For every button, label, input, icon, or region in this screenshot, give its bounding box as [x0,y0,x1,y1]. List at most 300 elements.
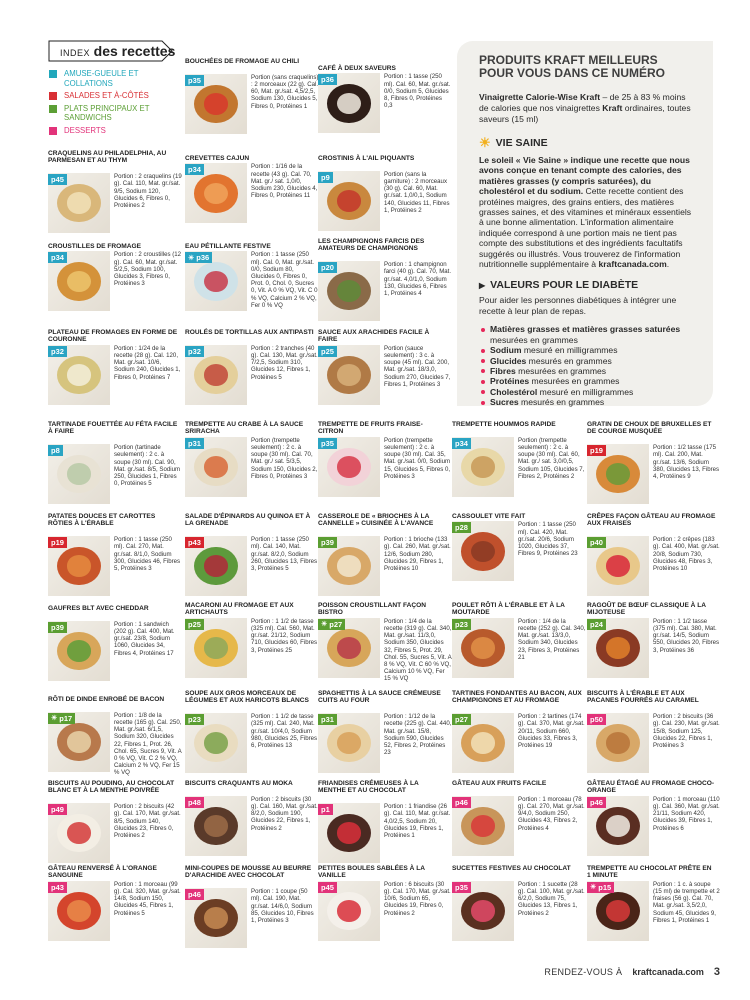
food-shape [204,732,229,754]
nutrition-info: Portion : 2 tartines (174 g). Cal. 370, Mat. gr./sat. 20/11, Sodium 660, Glucides 33, Fibres 3, Protéines 19 [518,713,585,749]
recipe-title: POISSON CROUSTILLANT FAÇON BISTRO [318,602,427,617]
nutrition-info: Portion (trempette seulement) : 2 c. à soupe (30 ml). Cal. 60, Mat. gr./ sat. 3,0/0,5, Sodium 105, Glucides 7, Fibres 2, Protéines 2 [518,436,585,480]
recipe-title: BISCUITS CRAQUANTS AU MOKA [185,780,293,787]
diabetes-text: Pour aider les personnes diabétiques à intégrer une recette à leur plan de repas. [479,295,677,316]
recipe-title: BISCUITS AU POUDING, AU CHOCOLAT BLANC ET À LA MENTHE POIVRÉE [48,780,175,795]
page-number-label: p34 [455,438,468,448]
recipe-title: BISCUITS À L'ÉRABLE ET AUX PACANES FOURRÉS AU CARAMEL [587,690,699,705]
page-number-label: p36 [196,253,210,263]
recipe-photo [318,437,380,497]
page-number-label: p40 [590,538,603,548]
page-badge[interactable] [48,252,67,263]
recipe-photo [452,437,514,497]
recipe-card[interactable] [587,865,721,943]
nutrition-info: Portion : 1 tasse (250 ml). Cal. 0, Mat. gr./sat. 0/0, Sodium 80, Glucides 0, Fibres 0, Prot. 0, Chol. 0, Sucres 0, Vit. A 0 % VQ, Vit. C 0 % VQ, Calcium 2 % VQ, Fer 0 % VQ [251,251,318,309]
page-number-label: p34 [188,165,201,175]
page-number: 3 [713,966,720,978]
page-badge[interactable] [452,619,471,630]
nutrition-info: Portion : 6 biscuits (30 g). Cal. 170, Mat. gr./sat. 10/6, Sodium 65, Glucides 19, Fibres 0, Protéines 2 [384,880,451,917]
recipe-title: CROUSTILLES DE FROMAGE [48,243,142,250]
list-item: Matières grasses et matières grasses saturées mesurées en grammes [479,324,693,345]
page-badge[interactable] [587,882,614,893]
recipe-photo [48,803,110,863]
page-badge[interactable] [318,438,337,449]
list-item: Sucres mesurés en grammes [479,397,693,407]
recipe-title: EAU PÉTILLANTE FESTIVE [185,243,271,250]
nutrition-info: Portion : 1 tasse (250 ml). Cal. 420, Mat. gr./sat. 20/6, Sodium 1020, Glucides 37, Fibres 9, Protéines 23 [518,521,578,558]
recipe-title: GÂTEAU AUX FRUITS FACILE [452,780,547,787]
page-badge[interactable] [185,252,212,263]
recipe-photo [48,712,110,772]
page-badge[interactable] [318,537,337,548]
food-shape [471,815,496,837]
page-number-label: p32 [51,346,64,356]
recipe-card[interactable] [587,780,721,858]
recipe-card[interactable] [185,865,319,950]
nutrition-info: Portion (sans la garniture) : 2 morceaux (30 g). Cal. 60, Mat. gr./sat. 1,0/0,1, Sodium 140, Glucides 11, Fibres 1, Protéines 2 [384,170,450,214]
recipe-card[interactable] [318,865,452,943]
recipe-title: CAFÉ À DEUX SAVEURS [318,65,396,72]
nutrition-info: Portion : 1/24 de la recette (28 g). Cal. 120, Mat. gr./sat. 10/6, Sodium 240, Glucides 1, Fibres 0, Protéines 7 [114,344,181,381]
recipe-card[interactable] [185,58,319,136]
nutrition-info: Portion (sauce seulement) : 3 c. à soupe (45 ml). Cal. 200, Mat. gr./sat. 18/3,0, Sodium 270, Glucides 7, Fibres 1, Protéines 3 [384,344,451,388]
food-shape [471,456,496,478]
list-item: Fibres mesurées en grammes [479,366,693,376]
kraft-link[interactable]: kraftcanada.com [598,259,667,270]
kraft-info-panel [457,41,713,406]
food-shape [67,731,92,753]
nutrition-info: Portion : 1 tasse (250 ml). Cal. 270, Mat. gr./sat. 8/1,0, Sodium 300, Glucides 46, Fibres 5, Protéines 3 [114,536,181,572]
page-number-label: p19 [51,538,64,548]
page-badge[interactable] [48,804,67,815]
food-shape [606,815,631,837]
recipe-photo [185,713,247,773]
recipe-card[interactable] [318,238,452,323]
page-badge[interactable] [318,804,333,815]
vie-saine-heading: ☀ VIE SAINE [479,135,548,150]
recipe-photo [48,881,110,941]
recipe-photo [318,73,380,133]
recipe-photo [452,713,514,773]
recipe-photo [587,618,649,678]
nutrition-info: Portion : 2 biscuits (42 g). Cal. 170, Mat. gr./sat. 8/5, Sodium 140, Glucides 23, Fibres 0, Protéines 2 [114,803,181,839]
footer-rendez: RENDEZ-VOUS À [544,967,623,977]
nutrition-info: Portion : 1/4 de la recette (252 g). Cal. 340, Mat. gr./sat. 13/3,0, Sodium 340, Glucides 23, Fibres 3, Protéines 21 [518,617,586,661]
recipe-title: GÂTEAU RENVERSÉ À L'ORANGE SANGUINE [48,865,157,880]
recipe-title: TREMPETTE HOUMMOS RAPIDE [452,421,556,428]
food-shape [204,93,229,115]
page-number-label: p17 [59,713,73,723]
vie-saine-text: Le soleil « Vie Saine » indique une recette que nous avons conçue en tenant compte des calories, des matières grasses (y compris saturées), du cholestérol et du sodium. Cette recette contient des protéines maigres, des grains entiers, des matières grasses saines, et des vitamines et minéraux essentiels à une bonne alimentation. L'information alimentaire indiquée correspond à une portion mais ne tient pas compte des substitutions et des ingrédients facultatifs suggérés ou illustrés. Vous trouverez de l'information nutritionnelle supplémentaire à kraftcanada.com. [479,155,692,270]
nutrition-info: Portion : 1 sucette (28 g). Cal. 100, Mat. gr./sat. 6/2,0, Sodium 75, Glucides 13, Fibres 1, Protéines 2 [518,880,585,917]
page-badge[interactable] [185,619,204,630]
page-number-label: p46 [188,890,201,900]
page-badge[interactable] [48,346,67,357]
recipe-photo [48,536,110,596]
recipe-photo [48,345,110,405]
diabetes-values-list [479,324,693,407]
nutrition-info: Portion (trempette seulement) : 2 c. à soupe (30 ml). Cal. 70, Mat. gr./ sat. 5/3,5, Sodium 150, Glucides 2, Fibres 0, Protéines 3 [251,436,318,480]
page-number-label: p35 [455,882,468,892]
food-shape [67,822,92,844]
food-shape [606,732,631,754]
nutrition-info: Portion : 1 champignon farci (40 g). Cal. 70, Mat. gr./sat. 4,0/1,0, Sodium 130, Glucides 6, Fibres 1, Protéines 4 [384,261,452,297]
page-badge[interactable] [48,174,67,185]
recipe-title: FRIANDISES CRÉMEUSES À LA MENTHE ET AU CHOCOLAT [318,780,419,795]
page-badge[interactable] [185,714,204,725]
sun-icon: ☀ [479,135,491,150]
category-legend [49,69,174,138]
recipe-card[interactable] [185,780,319,858]
food-shape [204,907,229,929]
recipe-photo [587,713,649,773]
recipe-title: SAUCE AUX ARACHIDES FACILE À FAIRE [318,329,430,344]
page-number-label: p27 [455,715,468,725]
food-shape [67,640,92,662]
page-number-label: p43 [51,882,64,892]
page-number-label: p46 [590,797,603,807]
nutrition-info: Portion (trempette seulement) : 2 c. à soupe (30 ml). Cal. 35, Mat. gr./sat. 0/0, Sodium 15, Glucides 5, Fibres 0, Protéines 3 [384,436,451,480]
recipe-card[interactable] [452,690,586,775]
food-shape [204,364,229,386]
recipe-title: BOUCHÉES DE FROMAGE AU CHILI [185,58,300,65]
vie-saine-sun-icon: ☀ [321,621,328,629]
food-shape [67,463,92,485]
page-badge[interactable] [48,622,67,633]
recipe-photo [587,444,649,504]
food-shape [337,280,362,302]
nutrition-info: Portion : 1/4 de la recette (319 g). Cal. 340, Mat. gr./sat. 11/3,0, Sodium 350, Glucides 32, Fibres 5, Prot. 29, Chol. 55, Sucres 5, Vit. A 8 % VQ, Vit. C 60 % VQ, Calcium 10 % VQ, Fer 15 % VQ [384,617,452,683]
nutrition-info: Portion : 1 coupe (50 ml). Cal. 190, Mat. gr./sat. 14/6,0, Sodium 85, Glucides 10, Fibres 1, Protéines 3 [251,888,314,924]
recipe-title: CRÊPES FAÇON GÂTEAU AU FROMAGE AUX FRAISES [587,513,716,528]
recipe-photo [587,881,649,941]
recipe-photo [452,618,514,678]
list-item: Protéines mesurées en grammes [479,376,693,386]
food-shape [204,555,229,577]
food-shape [337,637,362,659]
page-badge[interactable] [452,522,471,533]
panel-heading: PRODUITS KRAFT MEILLEURS POUR VOUS DANS CE NUMÉRO [479,53,666,80]
food-shape [204,815,229,837]
footer-site-link[interactable]: kraftcanada.com [632,967,704,977]
triangle-right-icon: ▶ [479,280,486,290]
page-badge[interactable] [48,445,63,456]
recipe-title: GRATIN DE CHOUX DE BRUXELLES ET DE COURGE MUSQUÉE [587,421,712,436]
recipe-photo [587,796,649,856]
recipe-photo [48,444,110,504]
nutrition-info: Portion : 2 croustilles (12 g). Cal. 60, Mat. gr./sat. 5/2,5, Sodium 100, Glucides 3, Fibres 0, Protéines 3 [114,251,182,288]
recipe-card[interactable] [48,696,182,777]
page-number-label: p48 [188,797,201,807]
recipe-title: CROSTINIS À L'AIL PIQUANTS [318,155,415,162]
recipe-title: GÂTEAU ÉTAGÉ AU FROMAGE CHOCO-ORANGE [587,780,715,795]
food-shape [67,192,92,214]
recipe-card[interactable] [587,513,721,598]
recipe-card[interactable] [48,150,182,235]
nutrition-info: Portion : 1 1/2 tasse (375 ml). Cal. 380, Mat. gr./sat. 14/5, Sodium 550, Glucides 20, Fibres 3, Protéines 36 [653,617,720,654]
vie-saine-sun-icon: ☀ [590,884,597,892]
recipe-card[interactable] [318,602,452,683]
recipe-photo [318,171,380,231]
page-badge[interactable] [452,438,471,449]
page-badge[interactable] [587,619,606,630]
recipe-card[interactable] [587,602,721,680]
page-number-label: p43 [188,538,201,548]
nutrition-info: Portion : 1 c. à soupe (15 ml) de trempette et 2 fraises (56 g). Cal. 70, Mat. gr./sat. 3,5/2,0, Sodium 45, Glucides 9, Fibres 1, Protéines 1 [653,880,720,924]
page-badge[interactable] [452,714,471,725]
recipe-photo [185,163,247,223]
legend-swatch [49,105,57,113]
page-badge[interactable] [185,797,204,808]
page-badge[interactable] [587,797,606,808]
page-badge[interactable] [318,714,337,725]
recipe-card[interactable] [452,602,586,680]
recipe-title: CRAQUELINS AU PHILADELPHIA, AU PARMESAN ET AU THYM [48,150,167,165]
legend-swatch [49,70,57,78]
food-shape [471,637,496,659]
page-badge[interactable] [318,346,337,357]
page-number-label: p50 [590,715,603,725]
food-shape [606,463,631,485]
recipe-card[interactable] [452,780,586,858]
recipe-title: POULET RÔTI À L'ÉRABLE ET À LA MOUTARDE [452,602,565,617]
nutrition-info: Portion : 2 biscuits (36 g). Cal. 230, Mat. gr./sat. 15/8, Sodium 125, Glucides 22, Fibres 1, Protéines 3 [653,713,720,749]
page-number-label: p36 [321,75,334,85]
recipe-photo [48,621,110,681]
page-badge[interactable] [587,714,606,725]
recipe-title: CASSOULET VITE FAIT [452,513,526,520]
recipe-card[interactable] [48,513,182,598]
recipe-title: SOUPE AUX GROS MORCEAUX DE LÉGUMES ET AUX HARICOTS BLANCS [185,690,309,705]
recipe-photo [48,173,110,233]
food-shape [204,637,229,659]
nutrition-info: Portion : 1/12 de la recette (225 g). Cal. 440, Mat. gr./sat. 15/8, Sodium 590, Glucides 52, Fibres 2, Protéines 23 [384,713,452,757]
recipe-card[interactable] [48,243,182,313]
index-title: des recettes [93,43,176,59]
page-number-label: p39 [51,622,64,632]
page-number-label: p19 [590,446,603,456]
recipe-card[interactable] [587,421,721,506]
legend-item-desserts: DESSERTS [49,126,174,136]
page-number-label: p28 [455,523,468,533]
nutrition-info: Portion : 1 1/2 de tasse (325 ml). Cal. 240, Mat. gr./sat. 10/4,0, Sodium 980, Glucides 25, Fibres 6, Protéines 13 [251,713,318,749]
recipe-card[interactable] [48,329,182,407]
food-shape [337,822,362,844]
recipe-card[interactable] [318,780,452,865]
recipe-card[interactable] [185,602,319,680]
page-number-label: p25 [188,619,201,629]
food-shape [67,555,92,577]
page-number-label: p1 [321,805,330,815]
food-shape [67,364,92,386]
index-header [48,40,174,62]
food-shape [337,732,362,754]
list-item: Sodium mesuré en milligrammes [479,345,693,355]
nutrition-info: Portion : 1 morceau (110 g). Cal. 360, Mat. gr./sat. 21/11, Sodium 420, Glucides 39, Fibres 1, Protéines 6 [653,795,720,832]
nutrition-info: Portion : 1 tasse (250 ml). Cal. 60, Mat. gr./sat. 0/0, Sodium 5, Glucides 8, Fibres 0, Protéines 0,3 [384,73,451,110]
recipe-photo [185,888,247,948]
recipe-title: TREMPETTE AU CRABE À LA SAUCE SRIRACHA [185,421,304,436]
recipe-title: SALADE D'ÉPINARDS AU QUINOA ET À LA GRENADE [185,513,311,528]
page-number-label: p27 [329,619,343,629]
food-shape [606,900,631,922]
nutrition-info: Portion (sans craquelins) : 2 morceaux (22 g). Cal. 60, Mat. gr./sat. 4,5/2,5, Sodium 130, Glucides 5, Fibres 0, Protéines 1 [251,73,319,110]
page-badge[interactable] [452,797,471,808]
food-shape [606,555,631,577]
page-badge[interactable] [318,882,337,893]
page-badge[interactable] [587,537,606,548]
page-badge[interactable] [48,713,75,724]
recipe-card[interactable] [318,421,452,499]
list-item: Cholestérol mesuré en milligrammes [479,387,693,397]
page-number-label: p32 [188,346,201,356]
page-badge[interactable] [452,882,471,893]
legend-swatch [49,127,57,135]
nutrition-info: Portion : 1/2 tasse (175 ml). Cal. 200, Mat. gr./sat. 13/6, Sodium 380, Glucides 13, Fibres 4, Protéines 9 [653,444,720,480]
recipe-card[interactable] [185,329,319,407]
nutrition-info: Portion : 1 morceau (78 g). Cal. 270, Mat. gr./sat. 9/4,0, Sodium 250, Glucides 43, Fibres 2, Protéines 4 [518,795,585,832]
recipe-title: MINI-COUPES DE MOUSSE AU BEURRE D'ARACHIDE AVEC CHOCOLAT [185,865,312,880]
recipe-card[interactable] [48,780,182,865]
food-shape [337,190,362,212]
page-badge[interactable] [48,882,67,893]
recipe-title: PLATEAU DE FROMAGES EN FORME DE COURONNE [48,329,178,344]
food-shape [204,456,229,478]
page-badge[interactable] [185,889,204,900]
recipe-card[interactable] [452,421,586,499]
recipe-photo [185,618,247,678]
recipe-card[interactable] [48,605,182,683]
page-badge[interactable] [185,438,204,449]
recipe-photo [318,536,380,596]
recipe-photo [318,261,380,321]
recipe-card[interactable] [185,690,319,775]
nutrition-info: Portion : 1/8 de la recette (165 g). Cal. 250, Mat. gr./sat. 6/1,5, Sodium 320, Glucides 22, Fibres 1, Prot. 26, Chol. 65, Sucres 9, Vit. A 0 % VQ, Vit. C 2 % VQ, Calcium 2 % VQ, Fer 15 % VQ [114,711,182,777]
recipe-card[interactable] [587,690,721,775]
recipe-card[interactable] [318,513,452,598]
food-shape [471,900,496,922]
recipe-title: CREVETTES CAJUN [185,155,250,162]
recipe-photo [185,345,247,405]
recipe-photo [318,345,380,405]
list-item: Glucides mesurés en grammes [479,356,693,366]
recipe-photo [318,803,380,863]
page-number-label: p31 [321,715,334,725]
recipe-title: CASSEROLE DE « BRIOCHES À LA CANNELLE » CUISINÉE À L'AVANCE [318,513,434,528]
recipe-card[interactable] [185,155,319,225]
page-badge[interactable] [185,346,204,357]
page-badge[interactable] [318,172,333,183]
recipe-card[interactable] [185,513,319,598]
recipe-title: SUCETTES FESTIVES AU CHOCOLAT [452,865,571,872]
page-number-label: p23 [455,619,468,629]
nutrition-info: Portion : 1 tasse (250 ml). Cal. 140, Mat. gr./sat. 8/2,0, Sodium 260, Glucides 13, Fibres 3, Protéines 5 [251,536,318,572]
legend-item-salads: SALADES ET À-CÔTÉS [49,91,174,101]
recipe-title: SPAGHETTIS À LA SAUCE CRÉMEUSE CUITS AU FOUR [318,690,441,705]
nutrition-info: Portion : 1 1/2 de tasse (325 ml). Cal. 560, Mat. gr./sat. 21/12, Sodium 710, Glucides 60, Fibres 3, Protéines 25 [251,617,318,654]
page-number-label: p20 [321,263,334,273]
recipe-card[interactable] [318,155,452,233]
diabetes-heading: ▶ VALEURS POUR LE DIABÈTE [479,279,639,292]
page-number-label: p39 [321,538,334,548]
page-number-label: p25 [321,346,334,356]
food-shape [337,555,362,577]
vie-saine-sun-icon: ☀ [51,715,58,723]
nutrition-info: Portion : 1 friandise (26 g). Cal. 110, Mat. gr./sat. 4,0/2,5, Sodium 20, Glucides 19, Fibres 1, Protéines 1 [384,803,451,839]
nutrition-info: Portion : 1 morceau (99 g). Cal. 320, Mat. gr./sat. 14/8, Sodium 150, Glucides 45, Fibres 1, Protéines 5 [114,880,181,917]
page-badge[interactable] [587,445,606,456]
page-badge[interactable] [318,262,337,273]
recipe-card[interactable] [48,865,182,943]
page-number-label: p9 [321,172,330,182]
recipe-title: TREMPETTE DE FRUITS FRAISE-CITRON [318,421,423,436]
food-shape [606,637,631,659]
recipe-photo [185,796,247,856]
recipe-photo [48,251,110,311]
legend-item-mains: PLATS PRINCIPAUX ET SANDWICHS [49,104,174,123]
page-number-label: p8 [51,446,60,456]
recipe-card[interactable] [185,243,319,313]
food-shape [337,364,362,386]
food-shape [67,900,92,922]
page-number-label: p34 [51,253,64,263]
recipe-title: TREMPETTE AU CHOCOLAT PRÊTE EN 1 MINUTE [587,865,712,880]
food-shape [337,456,362,478]
product-description: Vinaigrette Calorie-Wise Kraft – de 25 à 83 % moins de calories que nos vinaigrettes Kraft ordinaires, toutes saveurs (15 ml) [479,92,691,124]
recipe-photo [318,881,380,941]
recipe-card[interactable] [452,513,586,583]
page-footer [544,966,720,978]
recipe-title: RAGOÛT DE BŒUF CLASSIQUE À LA MIJOTEUSE [587,602,706,617]
page-badge[interactable] [48,537,67,548]
recipe-card[interactable] [452,865,586,943]
page-badge[interactable] [318,619,345,630]
recipe-title: RÔTI DE DINDE ENROBÉ DE BACON [48,696,165,703]
page-number-label: p24 [590,619,603,629]
food-shape [337,900,362,922]
page-badge[interactable] [185,537,204,548]
nutrition-info: Portion : 2 tranches (40 g). Cal. 130, Mat. gr./sat. 7/2,5, Sodium 310, Glucides 12, Fibres 1, Protéines 5 [251,344,318,381]
nutrition-info: Portion (tartinade seulement) : 2 c. à soupe (30 ml). Cal. 90, Mat. gr./sat. 8/5, Sodium 250, Glucides 1, Fibres 0, Protéines 5 [114,444,181,488]
nutrition-info: Portion : 1/16 de la recette (43 g). Cal. 70, Mat. gr./ sat. 1,0/0, Sodium 230, Glucides 4, Fibres 0, Protéines 11 [251,163,318,200]
recipe-photo [452,521,514,581]
page-badge[interactable] [318,74,337,85]
vie-saine-sun-icon: ☀ [188,254,195,262]
page-number-label: p31 [188,438,201,448]
page-badge[interactable] [185,75,204,86]
recipe-card[interactable] [318,329,452,407]
page-number-label: p46 [455,797,468,807]
recipe-title: GAUFRES BLT AVEC CHEDDAR [48,605,149,612]
page-number-label: p23 [188,715,201,725]
recipe-photo [185,251,247,311]
recipe-photo [318,618,380,678]
page-number-label: p35 [321,438,334,448]
page-number-label: p49 [51,805,64,815]
recipe-title: PATATES DOUCES ET CAROTTES RÔTIES À L'ÉRABLE [48,513,156,528]
recipe-card[interactable] [318,690,452,775]
recipe-card[interactable] [185,421,319,499]
recipe-card[interactable] [318,65,452,135]
food-shape [471,732,496,754]
recipe-photo [452,881,514,941]
page-number-label: p45 [321,882,334,892]
recipe-photo [185,536,247,596]
recipe-card[interactable] [48,421,182,506]
page-badge[interactable] [185,164,204,175]
nutrition-info: Portion : 2 biscuits (30 g). Cal. 160, Mat. gr./sat. 8/2,0, Sodium 190, Glucides 22, Fibres 1, Protéines 2 [251,795,318,832]
page-number-label: p15 [598,882,612,892]
